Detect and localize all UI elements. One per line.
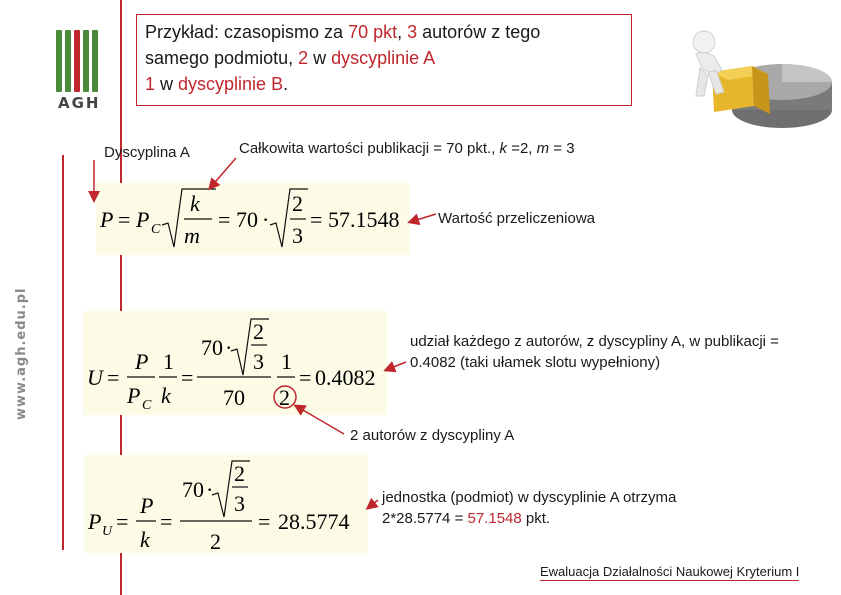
f-u-one2: 1 [281,349,292,374]
svg-text:=: = [181,365,194,390]
f-p-pc-sub: C [151,222,161,237]
f-pu-p: P [140,493,154,518]
f-pu-lhs-sub: U [102,524,113,539]
arrow-recalc [410,214,436,222]
svg-text:=: = [310,207,323,232]
f-p-val: 70 [236,207,258,232]
f-p-m: m [184,223,200,248]
f-u-den: 70 [223,385,245,410]
f-u-one: 1 [163,349,174,374]
f-pu-val: 70 [182,477,204,502]
f-pu-lhs: P [88,509,102,534]
author-share-text: udział każdego z autorów, z dyscypliny A, w publikacji = 0.4082 (taki ułamek slotu wypełniony) [410,333,779,371]
arrow-total [210,158,236,188]
f-pu-n2: 2 [234,461,245,486]
svg-text:=: = [258,509,271,534]
f-p-n3: 3 [292,223,303,248]
svg-text:·: · [262,207,270,232]
svg-text:=: = [116,509,129,534]
f-p-result: 57.1548 [328,207,400,232]
f-p-n2: 2 [292,191,303,216]
logo-text: AGH [58,94,101,112]
f-p-k: k [190,191,200,216]
f-u-n3: 3 [253,349,264,374]
title-line-3: 1 w dyscyplinie B. [145,74,289,94]
footer-title: Ewaluacja Działalności Naukowej Kryterium I [540,564,800,579]
f-u-n2: 2 [253,319,264,344]
side-url: www.agh.edu.pl [14,287,29,420]
f-pu-result: 28.5774 [278,509,350,534]
svg-text:=: = [218,207,231,232]
arrow-unit [368,500,378,508]
svg-text:·: · [206,477,214,502]
svg-text:=: = [118,207,131,232]
svg-text:·: · [225,335,233,360]
arrow-share [386,362,406,370]
total-value-label: Całkowita wartości publikacji = 70 pkt., k =2, m = 3 [239,140,575,157]
svg-text:=: = [299,365,312,390]
f-u-two: 2 [279,385,290,410]
f-pu-k: k [140,527,150,552]
unit-result-text: jednostka (podmiot) w dyscyplinie A otrzyma 2*28.5774 = 57.1548 pkt. [382,489,677,527]
title-line-1: Przykład: czasopismo za 70 pkt, 3 autorów z tego [145,22,541,42]
f-u-pc: P [127,383,141,408]
arrow-authors [296,406,344,434]
authors-count-label: 2 autorów z dyscypliny A [350,427,515,444]
svg-text:=: = [107,365,120,390]
recalculated-value-label: Wartość przeliczeniowa [438,210,595,227]
f-u-pc-sub: C [142,398,152,413]
discipline-label: Dyscyplina A [104,144,190,161]
f-u-val: 70 [201,335,223,360]
f-u-lhs: U [87,365,103,390]
title-line-2: samego podmiotu, 2 w dyscyplinie A [145,48,436,68]
f-u-result: 0.4082 [315,365,376,390]
svg-text:=: = [160,509,173,534]
f-u-k: k [161,383,171,408]
f-pu-den: 2 [210,529,221,553]
f-pu-n3: 3 [234,491,245,516]
f-p-pc: P [136,207,150,232]
f-u-p: P [135,349,149,374]
f-p-lhs: P [100,207,114,232]
